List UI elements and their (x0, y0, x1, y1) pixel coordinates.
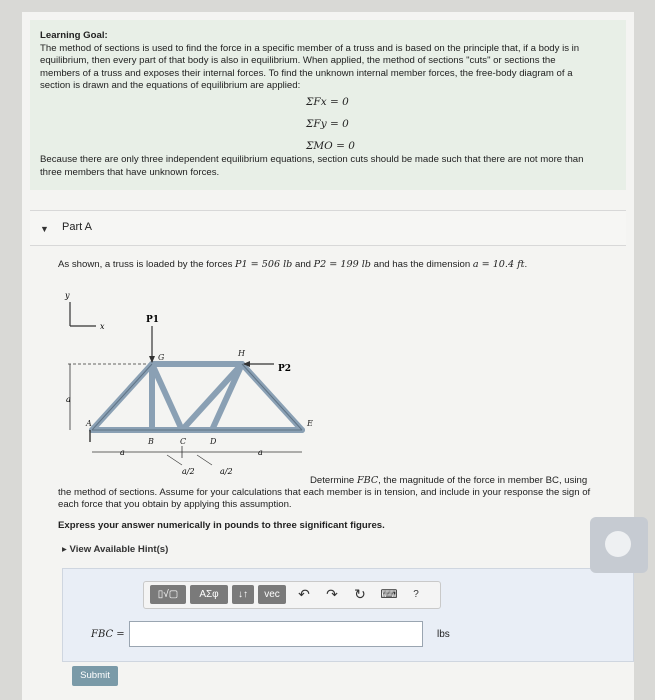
help-button[interactable]: ? (413, 589, 419, 600)
answer-input[interactable] (129, 621, 423, 647)
label-a-vertical: a (66, 395, 71, 404)
label-c: C (180, 437, 187, 446)
view-hints-link[interactable] (62, 544, 168, 555)
learning-goal-note-line: three members that have unknown forces. (40, 166, 220, 178)
learning-goal-line: equilibrium, then every part of that body is also in equilibrium. When applied, the method of sections "cuts" or sections the (40, 55, 556, 67)
answer-unit: lbs (437, 629, 450, 640)
determine-prefix: Determine (310, 475, 355, 486)
p2-value: P2 = 199 lb (313, 259, 371, 270)
part-a-header[interactable] (30, 210, 626, 246)
label-e: E (307, 419, 313, 428)
dimension-text: and has the dimension (373, 259, 471, 270)
label-a-left: a (120, 448, 125, 457)
part-a-label: Part A (62, 221, 92, 233)
subscript-superscript-button[interactable]: ↓↑ (232, 585, 254, 604)
label-a-right: a (258, 448, 263, 457)
redo-icon[interactable]: ↷ (326, 586, 338, 602)
equation-mo: ΣMO = 0 (306, 140, 355, 152)
member-symbol: FBC (356, 475, 379, 486)
templates-button[interactable]: ▯√▢ (150, 585, 186, 604)
y-axis-label: y (65, 291, 70, 300)
problem-line-2: the method of sections. Assume for your calculations that each member is in tension, and include in your response the sign of (58, 487, 591, 498)
label-p2: P2 (278, 364, 292, 374)
label-g: G (158, 353, 165, 362)
learning-goal-title: Learning Goal: (40, 30, 108, 41)
label-p1: P1 (146, 315, 160, 325)
express-instruction: Express your answer numerically in pounds to three significant figures. (58, 520, 385, 531)
answer-panel (62, 568, 634, 662)
vector-button[interactable]: vec (258, 585, 286, 604)
member-outline (92, 364, 152, 430)
hint-caret-icon: ▸ (62, 544, 70, 555)
dimension-leader (197, 455, 212, 465)
member-hd (212, 364, 242, 430)
problem-line-3: each force that you obtain by applying this assumption. (58, 499, 292, 510)
label-d: D (210, 437, 217, 446)
problem-intro: As shown, a truss is loaded by the forces P1 = 506 lb and P2 = 199 lb and has the dimension a = 10.4 ft. (58, 259, 528, 270)
reset-icon[interactable]: ↻ (354, 586, 366, 602)
learning-goal-line: section is drawn and the equations of equilibrium are applied: (40, 80, 301, 92)
learning-goal-panel (30, 20, 626, 190)
member-gc (152, 364, 182, 430)
collapse-caret-icon[interactable]: ▼ (40, 224, 49, 234)
label-a: A (86, 419, 92, 428)
toggle-circle-icon (605, 531, 631, 557)
truss-diagram (62, 280, 322, 480)
page (22, 12, 634, 700)
label-half-1: a/2 (182, 467, 195, 476)
keyboard-icon[interactable]: ⌨ (380, 587, 398, 601)
p1-value: P1 = 506 lb (235, 259, 293, 270)
greek-symbols-button[interactable]: ΑΣφ (190, 585, 228, 604)
label-h: H (238, 349, 245, 358)
learning-goal-line: The method of sections is used to find the force in a specific member of a truss and is based on the principle that, if a body is in (40, 42, 580, 54)
member-ch (182, 364, 242, 430)
intro-text: As shown, a truss is loaded by the forces (58, 259, 233, 270)
learning-goal-note-line: Because there are only three independent equilibrium equations, section cuts should be made such that there are not more than (40, 154, 584, 165)
dimension-leader (167, 455, 182, 465)
submit-button[interactable]: Submit (72, 666, 118, 686)
determine-line (310, 475, 587, 487)
equation-fy: ΣFy = 0 (306, 118, 349, 130)
member-outline (242, 364, 302, 430)
label-half-2: a/2 (220, 467, 233, 476)
x-axis-label: x (100, 322, 105, 331)
undo-icon[interactable]: ↶ (298, 586, 310, 602)
determine-suffix: , the magnitude of the force in member BC, using (378, 475, 588, 486)
label-b: B (148, 437, 154, 446)
math-toolbar (143, 581, 441, 609)
answer-label: FBC = (91, 629, 125, 640)
a-value: a = 10.4 ft (472, 259, 525, 270)
side-toggle-button[interactable] (590, 517, 648, 573)
learning-goal-line: members of a truss and exposes their internal forces. To find the unknown internal member forces, the free-body diagram of a (40, 67, 573, 79)
hint-label: View Available Hint(s) (69, 544, 169, 555)
learning-goal-note (40, 154, 620, 179)
equation-fx: ΣFx = 0 (306, 96, 349, 108)
